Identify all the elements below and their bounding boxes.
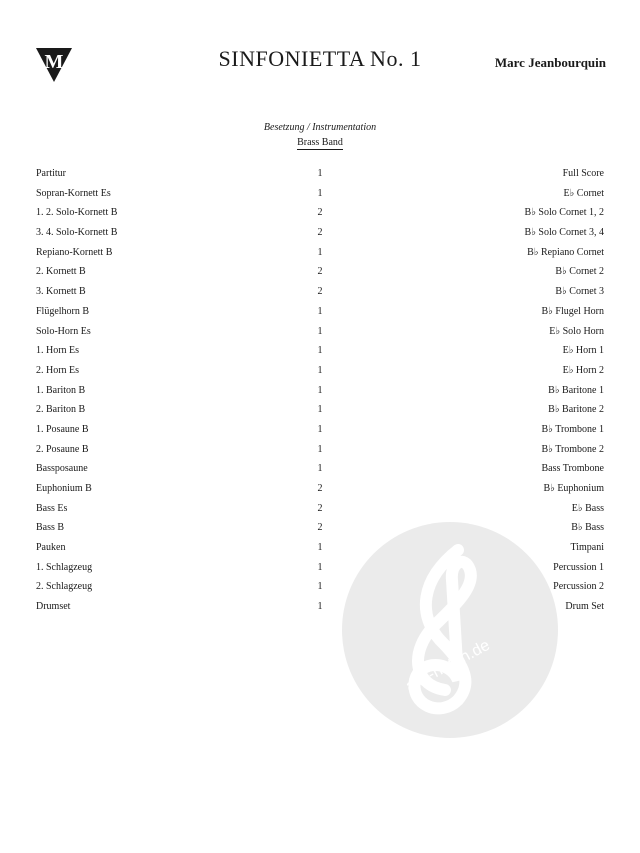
instrument-quantity: 1 — [317, 601, 323, 613]
svg-text:M: M — [44, 51, 64, 73]
instrument-quantity: 2 — [317, 483, 323, 494]
instrument-quantity: 1 — [317, 561, 323, 573]
instrument-german-name: Bass B — [36, 522, 65, 534]
instrument-german-name: Bass Es — [36, 502, 68, 514]
instrument-english-name: B♭ Cornet 2 — [555, 266, 604, 278]
instrument-german-name: Flügelhorn B — [36, 305, 90, 317]
instrument-german-name: 2. Horn Es — [36, 364, 80, 376]
instrument-row — [0, 421, 640, 441]
instrument-quantity: 1 — [317, 463, 323, 475]
treble-clef-icon — [340, 520, 560, 740]
ensemble-text: Brass Band — [297, 137, 343, 148]
instrument-english-name: B♭ Trombone 2 — [541, 443, 604, 455]
instrument-quantity: 2 — [317, 522, 323, 534]
instrument-english-name: E♭ Horn 1 — [562, 345, 604, 357]
instrument-quantity: 1 — [317, 443, 323, 455]
instrument-row — [0, 441, 640, 461]
instrument-quantity: 1 — [317, 246, 323, 258]
instrument-quantity: 2 — [317, 502, 323, 514]
instrument-quantity: 2 — [317, 227, 323, 239]
instrument-german-name: Bassposaune — [36, 463, 88, 475]
instrument-german-name: Pauken — [36, 542, 66, 554]
ensemble-label — [0, 137, 640, 148]
instrument-quantity: 2 — [317, 286, 323, 298]
instrument-english-name: B♭ Solo Cornet 1, 2 — [524, 207, 604, 219]
instrument-row — [0, 323, 640, 343]
instrument-row — [0, 283, 640, 303]
instrument-english-name: B♭ Solo Cornet 3, 4 — [524, 227, 604, 239]
instrument-german-name: Solo-Horn Es — [36, 325, 91, 337]
instrument-row — [0, 185, 640, 205]
instrument-quantity: 1 — [317, 542, 323, 554]
instrument-english-name: Percussion 1 — [553, 561, 604, 573]
instrument-row — [0, 244, 640, 264]
instrument-german-name: Repiano-Kornett B — [36, 246, 113, 258]
instrument-german-name: 1. Horn Es — [36, 345, 80, 357]
instrument-german-name: Drumset — [36, 601, 71, 613]
instrument-german-name: 3. 4. Solo-Kornett B — [36, 227, 118, 239]
instrument-english-name: B♭ Baritone 2 — [548, 404, 604, 416]
instrument-quantity: 1 — [317, 325, 323, 337]
instrument-row — [0, 480, 640, 500]
instrument-row — [0, 401, 640, 421]
instrument-english-name: B♭ Trombone 1 — [541, 423, 604, 435]
instrument-quantity: 1 — [317, 423, 323, 435]
instrument-quantity: 2 — [317, 266, 323, 278]
instrument-german-name: 2. Bariton B — [36, 404, 86, 416]
instrument-german-name: 2. Schlagzeug — [36, 581, 93, 593]
instrument-english-name: E♭ Horn 2 — [562, 364, 604, 376]
instrument-english-name: E♭ Cornet — [563, 187, 604, 199]
instrument-german-name: Euphonium B — [36, 483, 92, 494]
instrument-english-name: Percussion 2 — [553, 581, 604, 593]
instrument-row — [0, 362, 640, 382]
page-title: SINFONIETTA No. 1 — [218, 46, 422, 71]
instrument-english-name: B♭ Repiano Cornet — [527, 246, 604, 258]
instrument-quantity: 1 — [317, 364, 323, 376]
instrument-english-name: B♭ Flugel Horn — [541, 305, 604, 317]
instrument-row — [0, 460, 640, 480]
instrument-row — [0, 500, 640, 520]
instrument-german-name: 3. Kornett B — [36, 286, 86, 298]
instrument-english-name: Drum Set — [565, 601, 604, 613]
instrument-quantity: 1 — [317, 345, 323, 357]
instrument-german-name: 1. 2. Solo-Kornett B — [36, 207, 118, 219]
instrument-english-name: B♭ Euphonium — [543, 483, 604, 494]
svg-text:alle-noten.de: alle-noten.de — [403, 636, 493, 696]
instrument-row — [0, 342, 640, 362]
instrument-quantity: 1 — [317, 305, 323, 317]
instrument-german-name: 1. Bariton B — [36, 384, 86, 396]
instrument-quantity: 1 — [317, 187, 323, 199]
instrument-german-name: 1. Posaune B — [36, 423, 89, 435]
instrument-row — [0, 382, 640, 402]
instrument-english-name: Timpani — [570, 542, 604, 554]
instrument-english-name: B♭ Baritone 1 — [548, 384, 604, 396]
instrument-english-name: B♭ Cornet 3 — [555, 286, 604, 298]
instrument-english-name: Full Score — [562, 168, 604, 179]
instrument-german-name: 2. Posaune B — [36, 443, 89, 455]
instrument-german-name: 2. Kornett B — [36, 266, 86, 278]
instrument-english-name: B♭ Bass — [571, 522, 604, 534]
instrument-quantity: 1 — [317, 581, 323, 593]
instrument-quantity: 1 — [317, 404, 323, 416]
composer-name: Marc Jeanbourquin — [494, 55, 606, 70]
instrument-row — [0, 303, 640, 323]
instrument-quantity: 2 — [317, 207, 323, 219]
instrumentation-heading: Besetzung / Instrumentation — [263, 122, 377, 133]
instrument-english-name: Bass Trombone — [541, 463, 604, 475]
instrument-row — [0, 224, 640, 244]
instrument-german-name: 1. Schlagzeug — [36, 561, 93, 573]
instrument-german-name: Sopran-Kornett Es — [36, 187, 111, 199]
instrument-german-name: Partitur — [36, 168, 66, 179]
instrument-english-name: E♭ Solo Horn — [549, 325, 604, 337]
instrument-quantity: 1 — [317, 168, 323, 179]
instrument-quantity: 1 — [317, 384, 323, 396]
instrument-row — [0, 263, 640, 283]
instrument-row — [0, 165, 640, 185]
instrument-row — [0, 204, 640, 224]
instrument-english-name: E♭ Bass — [571, 502, 604, 514]
